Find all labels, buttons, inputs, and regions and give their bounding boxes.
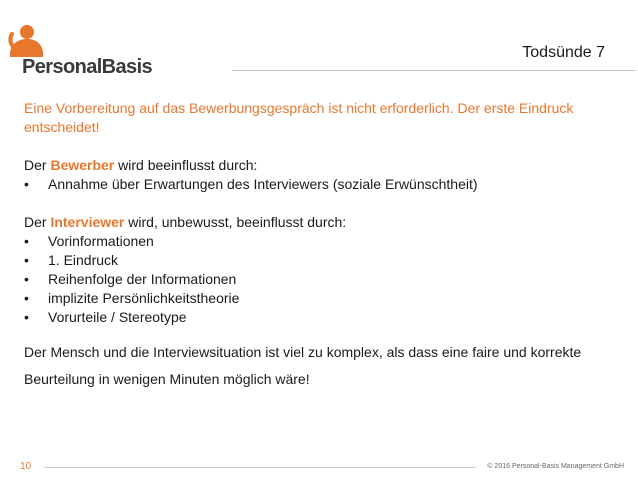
footer-divider [44, 467, 476, 468]
page-number: 10 [20, 461, 32, 472]
list-item: • Vorurteile / Stereotype [24, 309, 187, 325]
list-item: • Vorinformationen [24, 233, 154, 249]
copyright-notice: © 2016 Personal-Basis Management GmbH [487, 463, 624, 470]
conclusion-line-1: Der Mensch und die Interviewsituation ist viel zu komplex, als dass eine faire und korrekte [24, 344, 582, 360]
bewerber-highlight: Bewerber [50, 157, 115, 173]
title-divider [232, 70, 636, 71]
bewerber-heading: Der Bewerber wird beeinflusst durch: [24, 157, 258, 173]
list-item: • Annahme über Erwartungen des Interviewers (soziale Erwünschtheit) [24, 176, 478, 192]
list-item: • 1. Eindruck [24, 252, 119, 268]
slide-content [24, 99, 624, 393]
intro-statement: Eine Vorbereitung auf das Bewerbungsgespräch ist nicht erforderlich. Der erste Eindruck entscheidet! [24, 100, 574, 135]
bullet-icon: • [24, 271, 29, 287]
bullet-icon: • [24, 176, 29, 192]
bullet-icon: • [24, 309, 29, 325]
slide-title: Todsünde 7 [522, 44, 605, 61]
bullet-icon: • [24, 252, 29, 268]
bullet-icon: • [24, 233, 29, 249]
person-icon [6, 24, 46, 58]
bullet-icon: • [24, 290, 29, 306]
interviewer-list [24, 232, 624, 327]
interviewer-highlight: Interviewer [50, 214, 125, 230]
list-item: • implizite Persönlichkeitstheorie [24, 290, 240, 306]
bewerber-list [24, 175, 624, 194]
brand-name: PersonalBasis [22, 56, 153, 78]
interviewer-heading: Der Interviewer wird, unbewusst, beeinflusst durch: [24, 214, 347, 230]
conclusion [24, 339, 624, 393]
list-item: • Reihenfolge der Informationen [24, 271, 237, 287]
company-logo [6, 24, 153, 80]
conclusion-line-2: Beurteilung in wenigen Minuten möglich wäre! [24, 371, 310, 387]
